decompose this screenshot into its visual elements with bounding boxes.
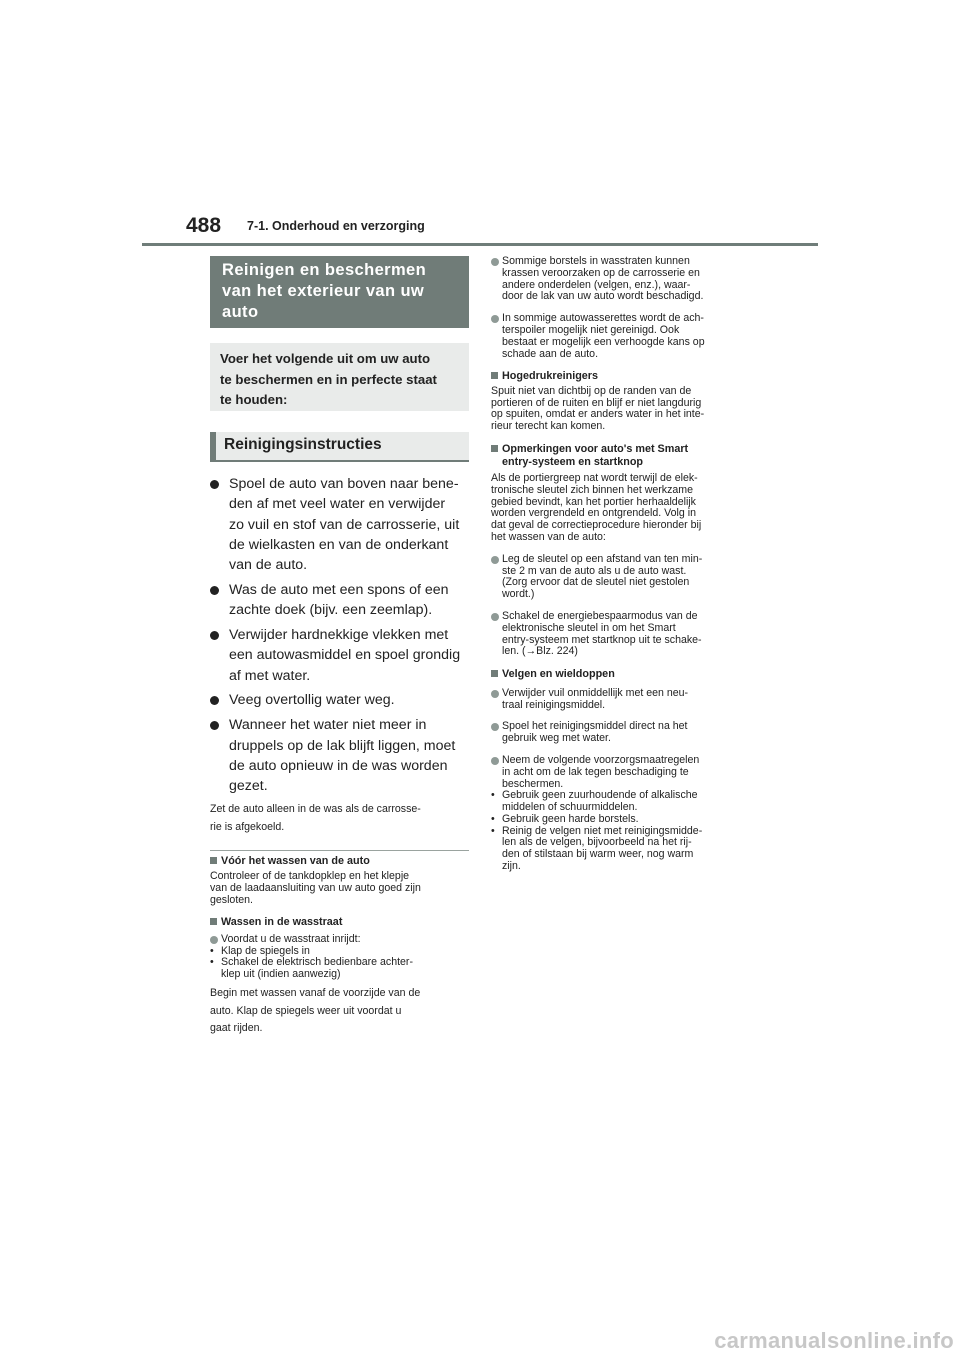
bullet-icon (491, 723, 499, 731)
text-line: Als de portiergreep nat wordt terwijl de elek- (491, 472, 698, 485)
text-line: wordt.) (502, 588, 535, 601)
heading-text: entry-systeem en startknop (502, 455, 644, 468)
wheels-section (491, 668, 753, 873)
text-line: middelen of schuurmiddelen. (502, 801, 638, 814)
bullet-icon (210, 936, 218, 944)
text-line: Spuit niet van dichtbij op de randen van de (491, 384, 692, 397)
text-line: het wassen van de auto: (491, 531, 606, 544)
square-bullet-icon (210, 918, 217, 925)
text-line: auto. Klap de spiegels weer uit voordat u (210, 1004, 402, 1017)
bullet-icon (210, 631, 219, 640)
square-bullet-icon (491, 445, 498, 452)
list-line: Veeg overtollig water weg. (229, 692, 395, 709)
section-title-box (210, 256, 469, 328)
note-line: Zet de auto alleen in de was als de carrosse- (210, 803, 421, 816)
bullet-icon (491, 613, 499, 621)
cleaning-list (210, 474, 469, 796)
high-pressure-section (491, 370, 753, 433)
watermark: carmanualsonline.info (714, 1328, 954, 1353)
text-line: bestaat er mogelijk een verhoogde kans op (502, 335, 705, 348)
text-line: elektronische sleutel in om het Smart (502, 621, 676, 634)
heading-text: Velgen en wieldoppen (502, 668, 615, 681)
paragraph (210, 871, 469, 906)
list-line: een autowasmiddel en spoel grondig (229, 647, 461, 664)
paragraph (210, 985, 469, 1038)
heading-text: Wassen in de wasstraat (221, 916, 343, 929)
list-item (210, 580, 469, 621)
text-line: tronische sleutel zich binnen het werkzame (491, 483, 693, 496)
bullet-icon (491, 757, 499, 765)
heading-text: Hogedrukreinigers (502, 370, 598, 383)
text-line: op spuiten, omdat er anders water in het inte- (491, 408, 705, 421)
list-item (210, 934, 469, 946)
paragraph (491, 473, 753, 544)
intro-line: te beschermen en in perfecte staat (220, 371, 437, 387)
text-line: Leg de sleutel op een afstand van ten min- (502, 552, 703, 565)
page-number: 488 (186, 214, 222, 237)
list-item (210, 690, 469, 710)
text-line: len. (→Blz. 224) (502, 645, 578, 658)
text-line: klep uit (indien aanwezig) (221, 968, 341, 981)
list-line: Was de auto met een spons of een (229, 581, 449, 598)
sub-item (491, 814, 753, 826)
square-bullet-icon (491, 372, 498, 379)
text-line: rieur terecht kan komen. (491, 420, 606, 433)
text-line: beschermen. (502, 777, 564, 790)
text-line: Schakel de elektrisch bedienbare achter- (221, 956, 413, 969)
dot-marker: • (491, 812, 495, 825)
text-line: Controleer of de tankdopklep en het klepje (210, 869, 410, 882)
bullet-icon (210, 696, 219, 705)
subsection-heading (491, 668, 753, 681)
bullet-icon (210, 721, 219, 730)
text-line: gebied bevindt, kan het portier herhaaldelijk (491, 495, 696, 508)
text-line: ste 2 m van de auto als u de auto wast. (502, 564, 687, 577)
bullet-icon (210, 586, 219, 595)
list-item (491, 313, 753, 360)
text-line: Sommige borstels in wasstraten kunnen (502, 255, 690, 267)
list-line: druppels op de lak blijft liggen, moet (229, 737, 456, 754)
text-line: gesloten. (210, 893, 253, 906)
bullet-icon (491, 315, 499, 323)
square-bullet-icon (491, 670, 498, 677)
bullet-icon (491, 258, 499, 266)
intro-line: Voer het volgende uit om uw auto (220, 351, 431, 366)
list-line: de auto opnieuw in de was worden (229, 757, 448, 774)
heading-text: Opmerkingen voor auto's met Smart (502, 443, 689, 456)
car-wash-section (210, 916, 469, 1037)
paragraph (491, 386, 753, 433)
left-column (210, 256, 469, 1038)
text-line: van de laadaansluiting van uw auto goed zijn (210, 881, 421, 894)
text-line: Gebruik geen harde borstels. (502, 812, 639, 825)
text-line: den of stilstaan bij warm weer, nog warm (502, 848, 694, 861)
note-line: rie is afgekoeld. (210, 820, 285, 833)
list-line: den af met veel water en verwijder (229, 496, 446, 513)
title-line: van het exterieur van uw (222, 282, 425, 300)
list-item (491, 721, 753, 745)
list-line: van de auto. (229, 557, 308, 574)
list-line: zo vuil en stof van de carrosserie, uit (229, 516, 460, 533)
text-line: Schakel de energiebespaarmodus van de (502, 610, 698, 623)
sub-item (210, 957, 469, 981)
heading-text: Vóór het wassen van de auto (221, 855, 370, 868)
bullet-icon (210, 480, 219, 489)
section-heading: Reinigingsinstructies (210, 432, 469, 462)
subsection-heading (491, 443, 753, 468)
text-line: len als de velgen, bijvoorbeeld na het rij- (502, 836, 692, 849)
text-line: in acht om de lak tegen beschadiging te (502, 765, 689, 778)
divider (210, 850, 469, 851)
text-line: portieren of de ruiten en blijf er niet langdurig (491, 396, 702, 409)
text-line: Verwijder vuil onmiddellijk met een neu- (502, 686, 689, 699)
text-line: terspoiler mogelijk niet gereinigd. Ook (502, 323, 680, 336)
list-item (210, 715, 469, 796)
list-line: Verwijder hardnekkige vlekken met (229, 627, 449, 644)
title-line: auto (222, 303, 259, 321)
text-line: Klap de spiegels in (221, 944, 310, 957)
text-line: andere onderdelen (velgen, enz.), waar- (502, 278, 691, 291)
intro-box (210, 343, 469, 411)
cooling-note (210, 801, 469, 836)
subsection-heading (210, 855, 469, 868)
list-line: zachte doek (bijv. een zeemlap). (229, 602, 433, 619)
text-line: Spoel het reinigingsmiddel direct na het (502, 720, 688, 733)
subsection-heading (491, 370, 753, 383)
text-line: Gebruik geen zuurhoudende of alkalische (502, 789, 698, 802)
dot-marker: • (491, 824, 495, 837)
list-line: gezet. (229, 778, 268, 795)
text-line: traal reinigingsmiddel. (502, 698, 606, 711)
before-wash-section (210, 855, 469, 906)
chapter-title: 7-1. Onderhoud en verzorging (247, 219, 425, 233)
list-item (491, 688, 753, 712)
dot-marker: • (491, 789, 495, 802)
list-line: Spoel de auto van boven naar bene- (229, 476, 459, 492)
text-line: worden vergrendeld en ontgrendeld. Volg in (491, 507, 696, 520)
list-item (491, 755, 753, 790)
text-line: In sommige autowasserettes wordt de ach- (502, 312, 704, 325)
right-column (491, 256, 753, 873)
list-item (210, 474, 469, 575)
text-line: Voordat u de wasstraat inrijdt: (221, 932, 361, 945)
list-line: de wielkasten en van de onderkant (229, 536, 449, 553)
text-line: entry-systeem met startknop uit te schake- (502, 633, 702, 646)
square-bullet-icon (210, 857, 217, 864)
sub-item (491, 790, 753, 814)
bullet-icon (491, 556, 499, 564)
title-line: Reinigen en beschermen (222, 261, 427, 279)
text-line: gaat rijden. (210, 1022, 263, 1035)
dot-marker: • (210, 956, 214, 969)
text-line: Begin met wassen vanaf de voorzijde van de (210, 987, 421, 1000)
text-line: gebruik weg met water. (502, 732, 611, 745)
text-line: Reinig de velgen niet met reinigingsmidde- (502, 824, 703, 837)
text-line: door de lak van uw auto wordt beschadigd. (502, 290, 704, 303)
text-line: schade aan de auto. (502, 347, 599, 360)
list-item (491, 256, 753, 303)
smart-entry-section (491, 443, 753, 658)
list-line: Wanneer het water niet meer in (229, 717, 427, 734)
text-line: zijn. (502, 860, 521, 873)
list-item (210, 625, 469, 686)
text-line: dat geval de correctieprocedure hieronder bij (491, 519, 702, 532)
text-line: Neem de volgende voorzorgsmaatregelen (502, 753, 700, 766)
dot-marker: • (210, 944, 214, 957)
sub-item (491, 826, 753, 873)
subsection-heading (210, 916, 469, 929)
list-item (491, 554, 753, 601)
bullet-icon (491, 690, 499, 698)
text-line: krassen veroorzaken op de carrosserie en (502, 266, 700, 279)
header-rule (142, 243, 818, 246)
text-line: (Zorg ervoor dat de sleutel niet gestolen (502, 576, 690, 589)
list-line: af met water. (229, 667, 311, 684)
intro-line: te houden: (220, 392, 288, 407)
list-item (491, 611, 753, 658)
